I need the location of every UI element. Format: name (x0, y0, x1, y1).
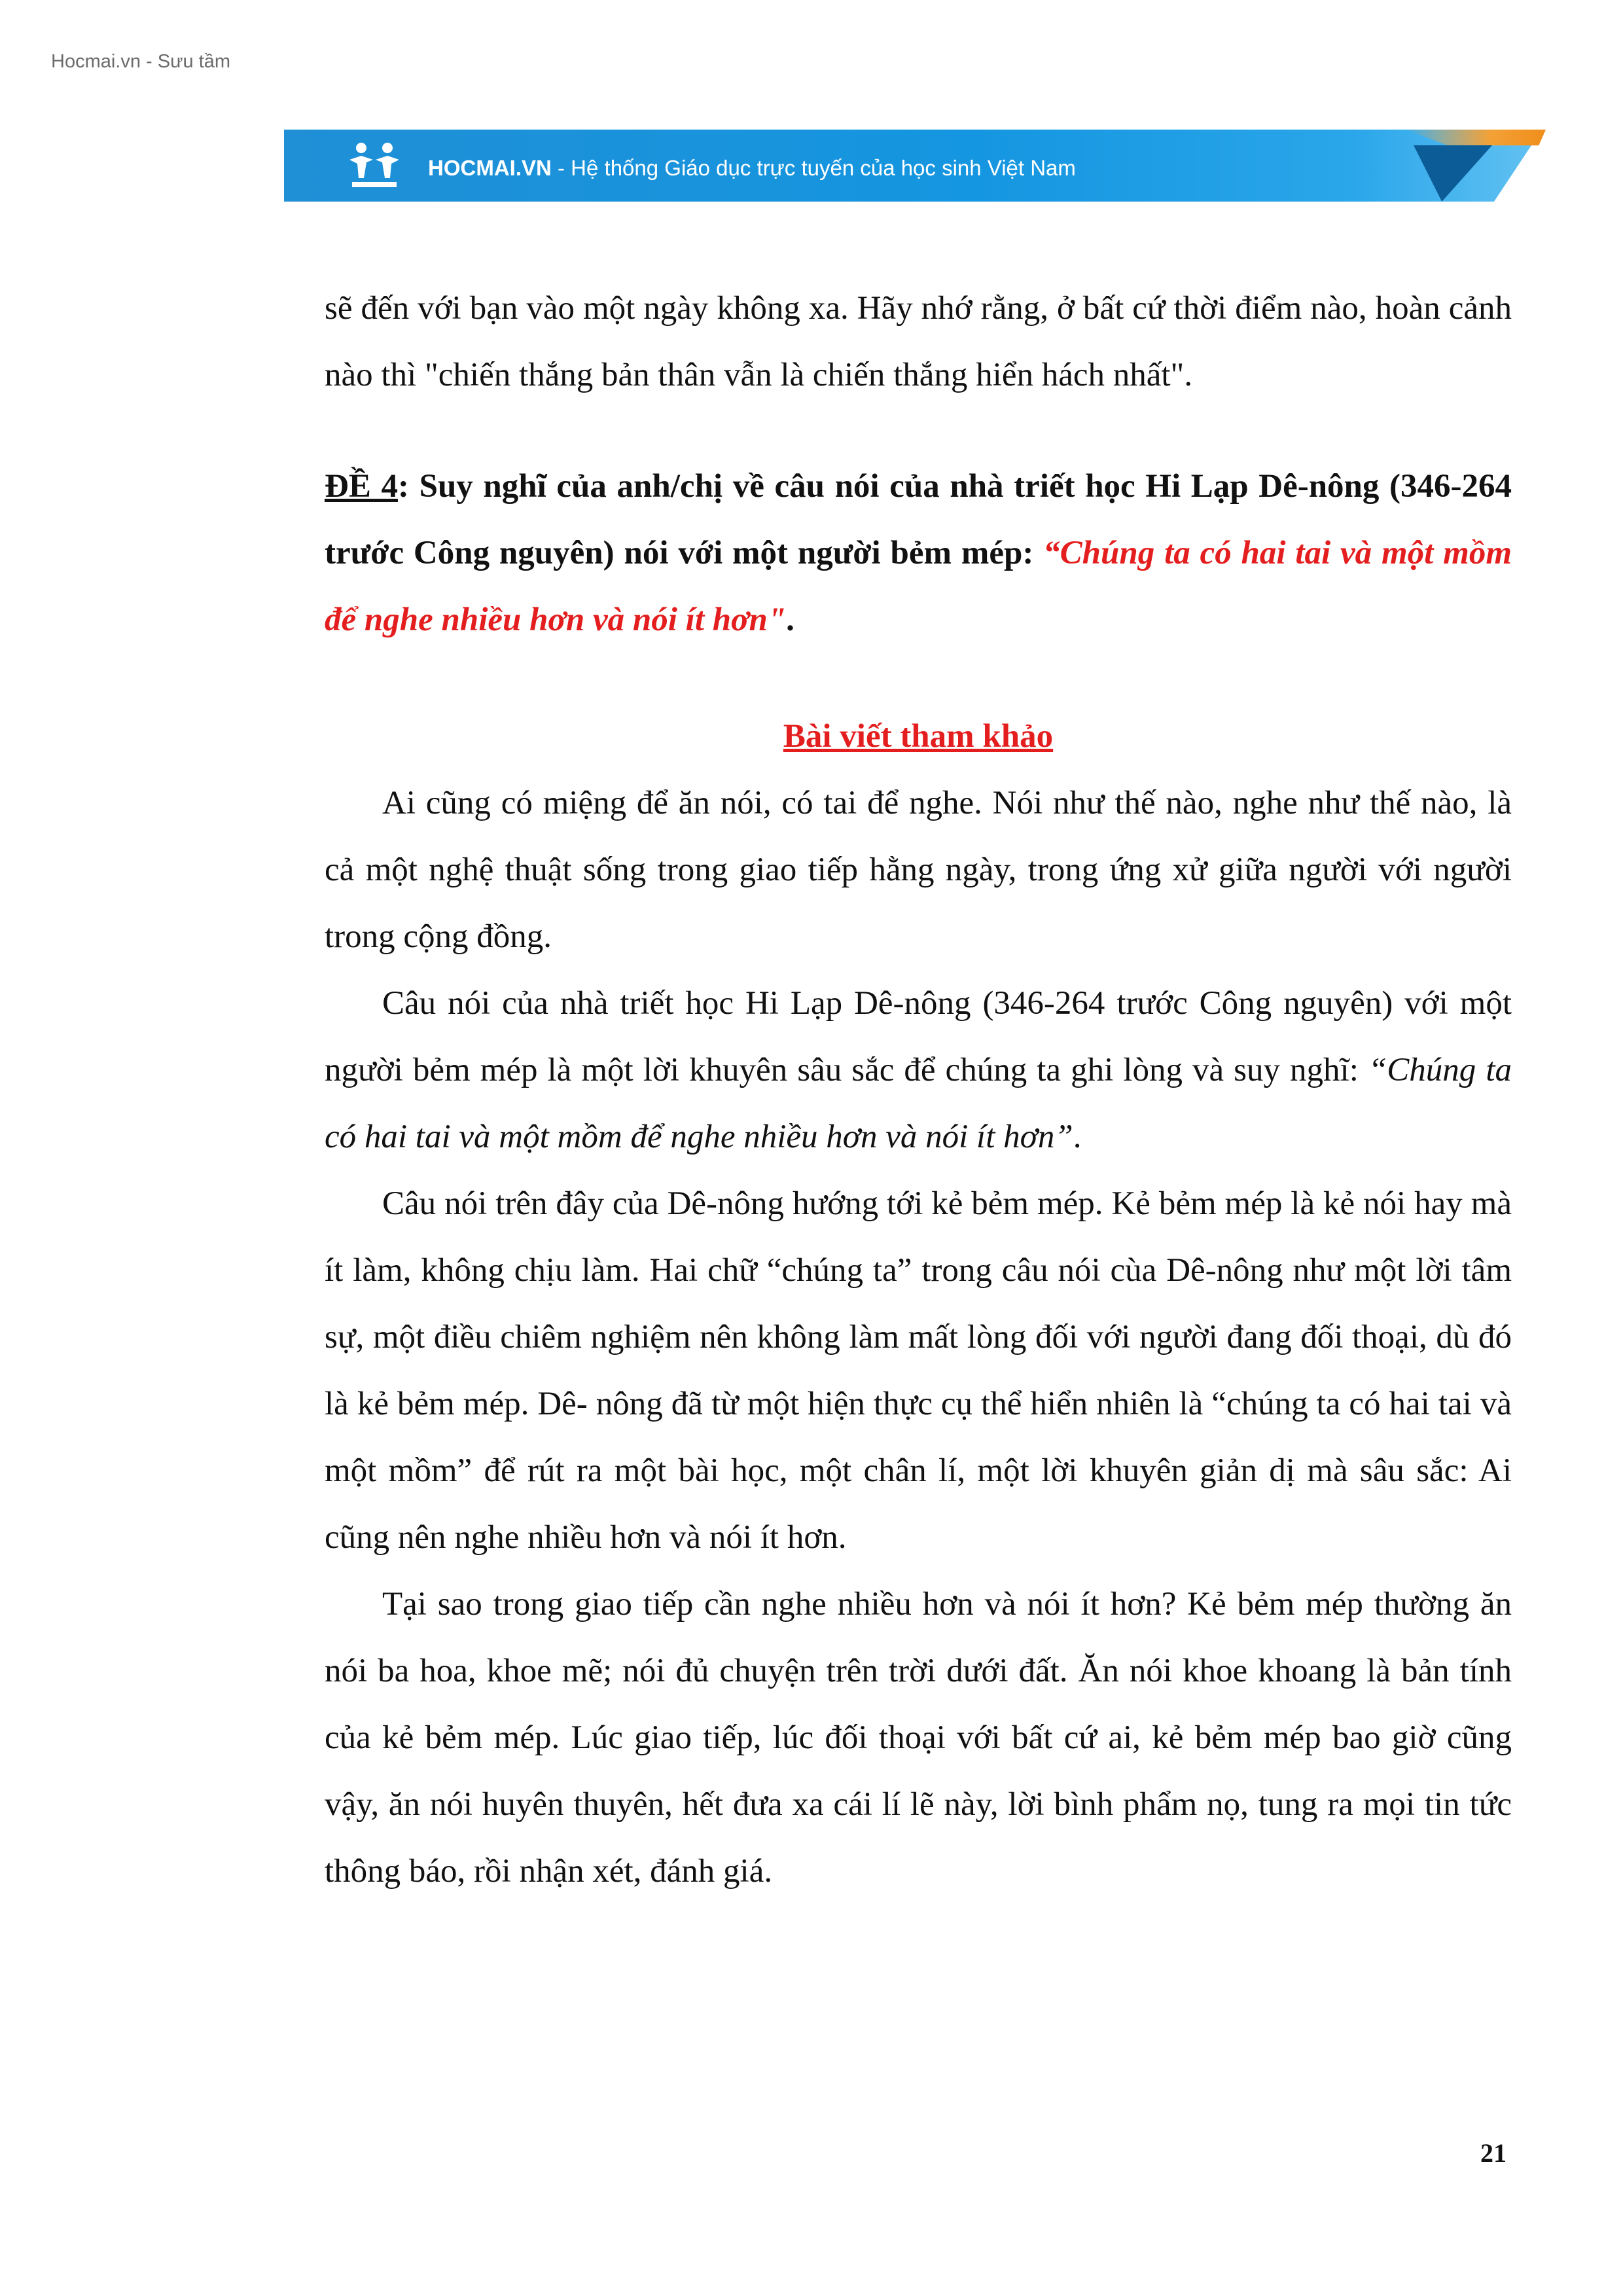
de4-label: ĐỀ 4 (325, 468, 398, 505)
paragraph-2 (325, 970, 1512, 1170)
paragraph-4: Tại sao trong giao tiếp cần nghe nhiều hơn và nói ít hơn? Kẻ bẻm mép thường ăn nói ba hoa, khoe mẽ; nói đủ chuyện trên trời dưới đất. Ăn nói khoe khoang là bản tính của kẻ bẻm mép. Lúc giao tiếp, lúc đối thoại với bất cứ ai, kẻ bẻm mép bao giờ cũng vậy, ăn nói huyên thuyên, hết đưa xa cái lí lẽ này, lời bình phẩm nọ, tung ra mọi tin tức thông báo, rồi nhận xét, đánh giá. (325, 1586, 1512, 1890)
paragraph-2-text: Câu nói của nhà triết học Hi Lạp Dê-nông (346-264 trước Công nguyên) với một người bẻm mép là một lời khuyên sâu sắc để chúng ta ghi lòng và suy nghĩ: (325, 985, 1512, 1088)
intro-paragraph: sẽ đến với bạn vào một ngày không xa. Hãy nhớ rằng, ở bất cứ thời điểm nào, hoàn cảnh nào thì "chiến thắng bản thân vẫn là chiến thắng hiển hách nhất". (325, 290, 1512, 393)
de4-heading (325, 453, 1512, 653)
hocmai-logo-icon (347, 140, 402, 191)
banner-tagline: - Hệ thống Giáo dục trực tuyến của học sinh Việt Nam (551, 156, 1076, 180)
paragraph-3: Câu nói trên đây của Dê-nông hướng tới kẻ bẻm mép. Kẻ bẻm mép là kẻ nói hay mà ít làm, không chịu làm. Hai chữ “chúng ta” trong câu nói cùa Dê-nông như một lời tâm sự, một điều chiêm nghiệm nên không làm mất lòng đối với người đang đối thoại, dù đó là kẻ bẻm mép. Dê- nông đã từ một hiện thực cụ thể hiển nhiên là “chúng ta có hai tai và một mồm” để rút ra một bài học, một chân lí, một lời khuyên giản dị mà sâu sắc: Ai cũng nên nghe nhiều hơn và nói ít hơn. (325, 1185, 1512, 1556)
page-number: 21 (1480, 2138, 1507, 2168)
paragraph-1: Ai cũng có miệng để ăn nói, có tai để nghe. Nói như thế nào, nghe như thế nào, là cả một nghệ thuật sống trong giao tiếp hằng ngày, trong ứng xử giữa người với người trong cộng đồng. (325, 785, 1512, 955)
banner-text (428, 152, 1076, 185)
document-body (325, 275, 1512, 1905)
de4-prompt: Suy nghĩ của anh/chị về câu nói của nhà triết học Hi Lạp Dê-nông (346-264 trước Công nguyên) nói với một người bẻm mép: (325, 468, 1512, 571)
paragraph-2-quote: “Chúng ta có hai tai và một mồm để nghe nhiều hơn và nói ít hơn” (325, 1052, 1512, 1155)
source-note: Hocmai.vn - Sưu tầm (51, 51, 231, 72)
de4-end: . (786, 601, 794, 638)
de4-colon: : (397, 468, 419, 505)
banner-brand: HOCMAI.VN (428, 156, 552, 180)
reference-title: Bài viết tham khảo (783, 718, 1054, 755)
paragraph-2-end: . (1073, 1119, 1082, 1155)
de4-quote: “Chúng ta có hai tai và một mồm để nghe nhiều hơn và nói ít hơn" (325, 535, 1512, 638)
